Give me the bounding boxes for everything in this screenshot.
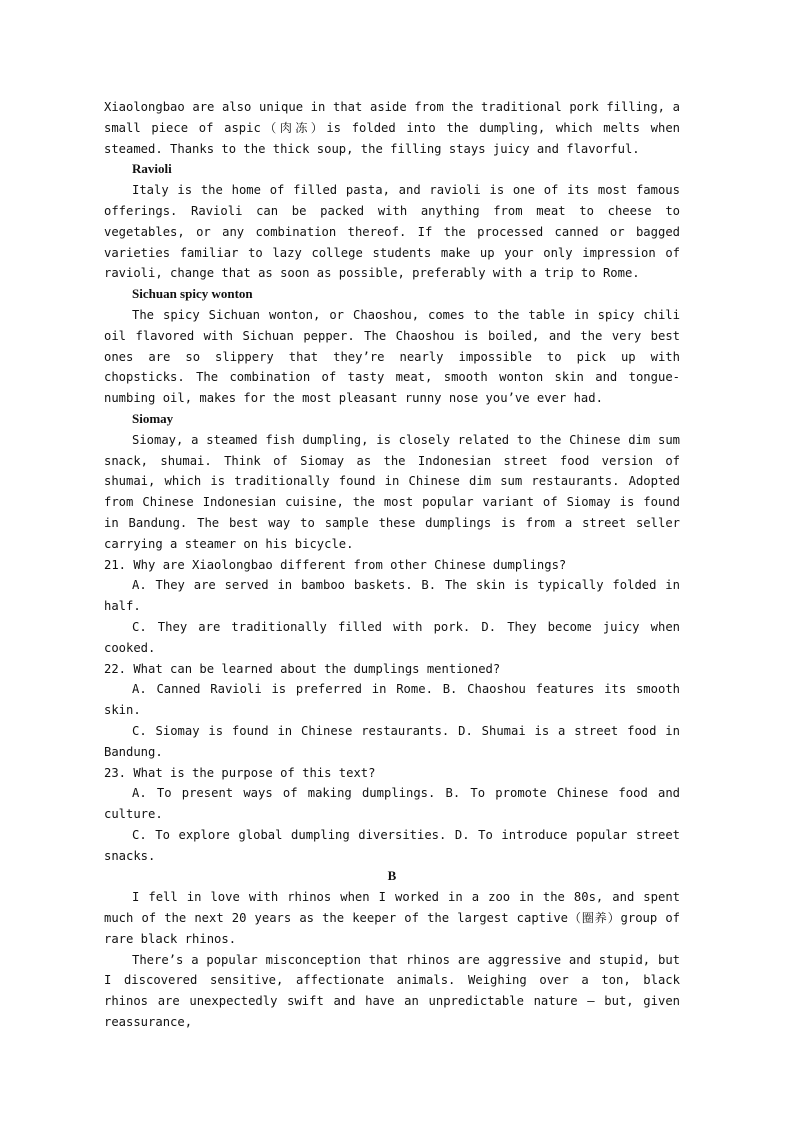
heading-siomay: Siomay	[132, 410, 174, 426]
document-page	[104, 97, 680, 1033]
paragraph-xiaolongbao: Xiaolongbao are also unique in that aside from the traditional pork filling, a small piece of aspic（肉冻）is folded into the dumpling, which melts when steamed. Thanks to the thick soup, the filling stays juicy and flavorful.	[104, 100, 680, 156]
question-22-options-ab: A. Canned Ravioli is preferred in Rome. B. Chaoshou features its smooth skin.	[104, 682, 680, 718]
section-label-b: B	[387, 868, 397, 884]
question-23-options-cd: C. To explore global dumpling diversities. D. To introduce popular street snacks.	[104, 827, 680, 863]
paragraph-siomay: Siomay, a steamed fish dumpling, is closely related to the Chinese dim sum snack, shumai. Think of Siomay as the Indonesian street food version of shumai, which is traditionally found in Chinese dim sum restaurants. Adopted from Chinese Indonesian cuisine, the most popular variant of Siomay is found in Bandung. The best way to sample these dumplings is from a street seller carrying a steamer on his bicycle.	[104, 432, 680, 551]
paragraph-sichuan-wonton: The spicy Sichuan wonton, or Chaoshou, comes to the table in spicy chili oil flavored with Sichuan pepper. The Chaoshou is boiled, and the very best ones are so slippery that they’re nearly impossible to pick up with chopsticks. The combination of tasty meat, smooth wonton skin and tongue-numbing oil, makes for the most pleasant runny nose you’ve ever had.	[104, 307, 680, 406]
heading-ravioli: Ravioli	[132, 161, 172, 177]
paragraph-rhino-2: There’s a popular misconception that rhinos are aggressive and stupid, but I discovered sensitive, affectionate animals. Weighing over a ton, black rhinos are unexpectedly swift and have an unpredictable nature — but, given reassurance,	[104, 952, 680, 1030]
question-21-options-cd: C. They are traditionally filled with pork. D. They become juicy when cooked.	[104, 619, 680, 655]
heading-sichuan-wonton: Sichuan spicy wonton	[132, 286, 253, 302]
question-21-options-ab: A. They are served in bamboo baskets. B. The skin is typically folded in half.	[104, 578, 680, 614]
question-22: 22. What can be learned about the dumplings mentioned?	[104, 661, 501, 676]
question-23-options-ab: A. To present ways of making dumplings. B. To promote Chinese food and culture.	[104, 786, 680, 822]
paragraph-ravioli: Italy is the home of filled pasta, and ravioli is one of its most famous offerings. Ravioli can be packed with anything from meat to cheese to vegetables, or any combination thereof. If the processed canned or bagged varieties familiar to lazy college students make up your only impression of ravioli, change that as soon as possible, preferably with a trip to Rome.	[104, 183, 680, 281]
paragraph-rhino-1: I fell in love with rhinos when I worked in a zoo in the 80s, and spent much of the next 20 years as the keeper of the largest captive（圈养）group of rare black rhinos.	[104, 890, 680, 946]
question-23: 23. What is the purpose of this text?	[104, 765, 376, 780]
question-21: 21. Why are Xiaolongbao different from other Chinese dumplings?	[104, 557, 567, 572]
question-22-options-cd: C. Siomay is found in Chinese restaurants. D. Shumai is a street food in Bandung.	[104, 723, 680, 759]
